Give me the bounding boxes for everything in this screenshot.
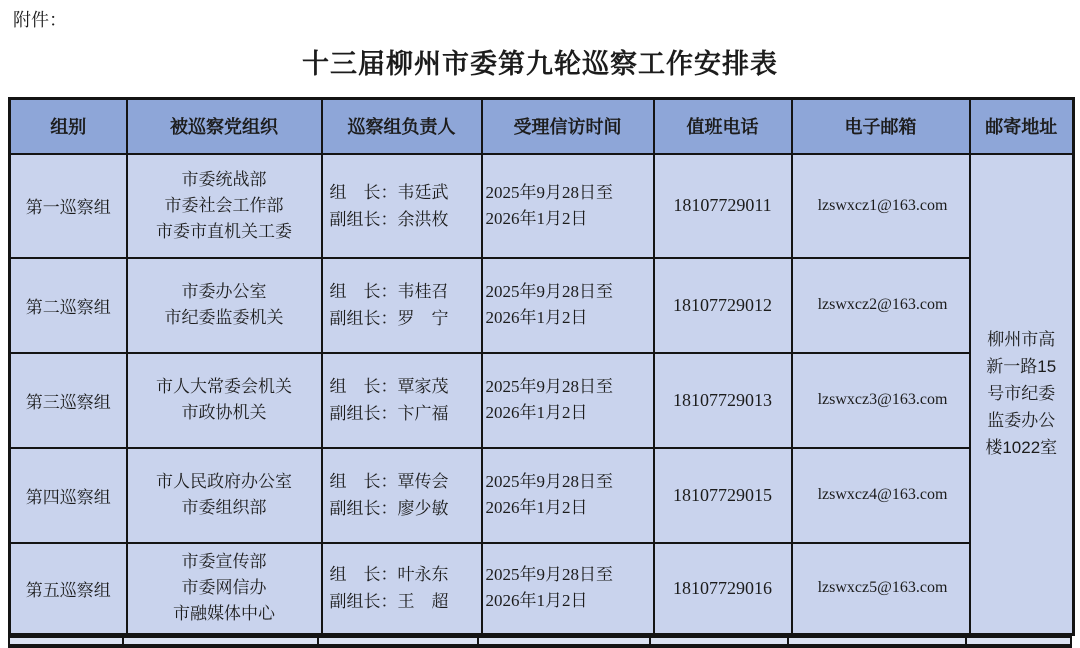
next-row-cutoff-strip [8, 636, 1072, 648]
group-cell: 第三巡察组 [10, 353, 127, 448]
petition-time-cell: 2025年9月28日至 2026年1月2日 [482, 448, 654, 543]
organizations-cell: 市人大常委会机关 市政协机关 [127, 353, 322, 448]
table-row [10, 154, 1074, 258]
petition-time-cell: 2025年9月28日至 2026年1月2日 [482, 543, 654, 635]
organizations-cell: 市委统战部 市委社会工作部 市委市直机关工委 [127, 154, 322, 258]
leaders-cell: 组 长：叶永东 副组长：王 超 [322, 543, 482, 635]
petition-time-cell: 2025年9月28日至 2026年1月2日 [482, 258, 654, 353]
header-duty-phone: 值班电话 [654, 99, 792, 154]
leaders-cell: 组 长：韦桂召 副组长：罗 宁 [322, 258, 482, 353]
header-group: 组别 [10, 99, 127, 154]
header-petition-time: 受理信访时间 [482, 99, 654, 154]
page-title: 十三届柳州市委第九轮巡察工作安排表 [302, 49, 778, 79]
organizations-cell: 市委办公室 市纪委监委机关 [127, 258, 322, 353]
organizations-cell: 市委宣传部 市委网信办 市融媒体中心 [127, 543, 322, 635]
group-cell: 第二巡察组 [10, 258, 127, 353]
group-cell: 第四巡察组 [10, 448, 127, 543]
duty-phone-cell: 18107729015 [654, 448, 792, 543]
mailing-address-cell: 柳州市高 新一路15 号市纪委 监委办公 楼1022室 [970, 154, 1074, 635]
table-row [10, 353, 1074, 448]
leaders-cell: 组 长：覃传会 副组长：廖少敏 [322, 448, 482, 543]
table-row [10, 543, 1074, 635]
petition-time-cell: 2025年9月28日至 2026年1月2日 [482, 154, 654, 258]
duty-phone-cell: 18107729011 [654, 154, 792, 258]
table-header-row [10, 99, 1074, 154]
email-cell: lzswxcz3@163.com [792, 353, 970, 448]
duty-phone-cell: 18107729016 [654, 543, 792, 635]
header-leaders: 巡察组负责人 [322, 99, 482, 154]
inspection-schedule-table [8, 97, 1075, 636]
attachment-label: 附件： [13, 10, 67, 30]
email-cell: lzswxcz4@163.com [792, 448, 970, 543]
email-cell: lzswxcz2@163.com [792, 258, 970, 353]
leaders-cell: 组 长：覃家茂 副组长：卞广福 [322, 353, 482, 448]
group-cell: 第五巡察组 [10, 543, 127, 635]
header-email: 电子邮箱 [792, 99, 970, 154]
duty-phone-cell: 18107729013 [654, 353, 792, 448]
group-cell: 第一巡察组 [10, 154, 127, 258]
duty-phone-cell: 18107729012 [654, 258, 792, 353]
table-row [10, 258, 1074, 353]
organizations-cell: 市人民政府办公室 市委组织部 [127, 448, 322, 543]
table-row [10, 448, 1074, 543]
email-cell: lzswxcz5@163.com [792, 543, 970, 635]
header-organizations: 被巡察党组织 [127, 99, 322, 154]
petition-time-cell: 2025年9月28日至 2026年1月2日 [482, 353, 654, 448]
header-mailing-address: 邮寄地址 [970, 99, 1074, 154]
leaders-cell: 组 长：韦廷武 副组长：余洪枚 [322, 154, 482, 258]
email-cell: lzswxcz1@163.com [792, 154, 970, 258]
